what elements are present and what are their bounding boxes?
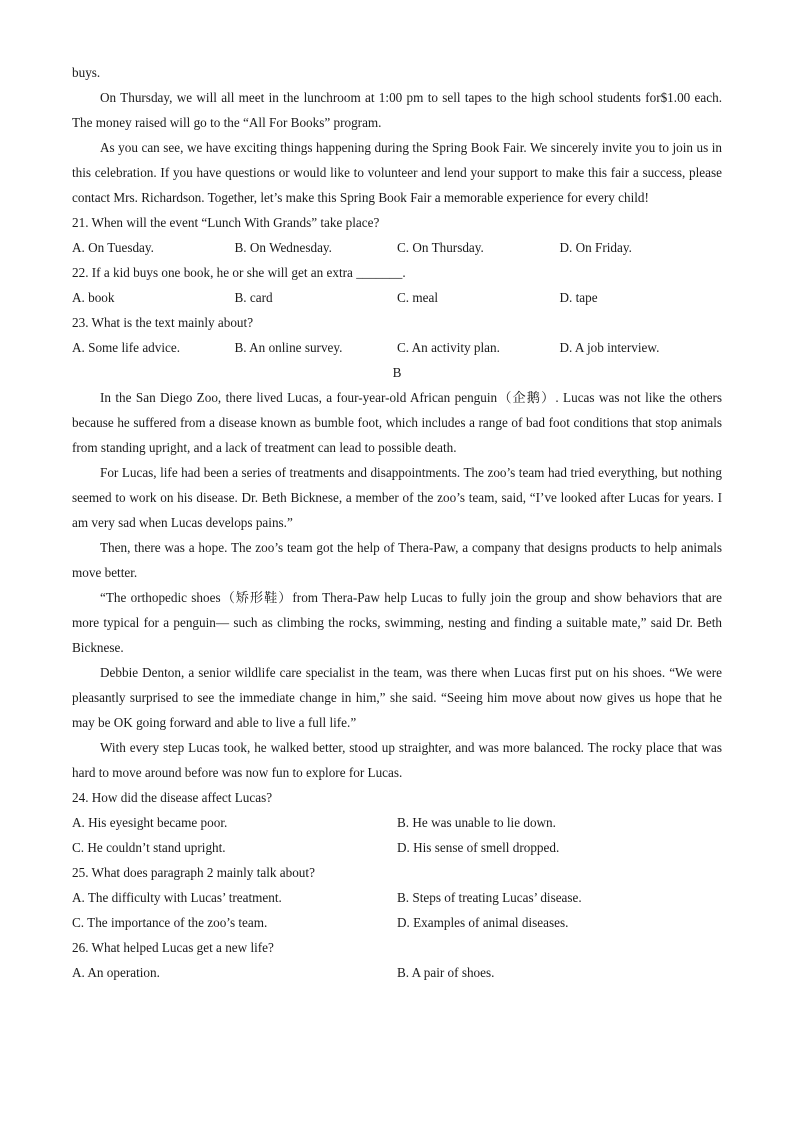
section-heading: B — [392, 365, 402, 380]
option-row — [72, 835, 722, 860]
option-row — [72, 960, 722, 985]
passage-b-paragraph: For Lucas, life had been a series of treatments and disappointments. The zoo’s team had tried everything, but nothing seemed to work on his disease. Dr. Beth Bicknese, a member of the zoo’s team, said, “I’ve looked after Lucas for years. I am very sad when Lucas develops pains.” — [72, 465, 722, 530]
question-stem: 21. When will the event “Lunch With Grands” take place? — [72, 215, 380, 230]
option-row — [72, 885, 722, 910]
option: A. An operation. — [72, 965, 160, 980]
option: B. card — [234, 290, 273, 305]
question-stem: 24. How did the disease affect Lucas? — [72, 790, 273, 805]
option: A. Some life advice. — [72, 340, 181, 355]
option: C. He couldn’t stand upright. — [72, 840, 226, 855]
option: A. His eyesight became poor. — [72, 815, 228, 830]
question-stem: 25. What does paragraph 2 mainly talk about? — [72, 865, 315, 880]
option: D. His sense of smell dropped. — [397, 840, 560, 855]
option: B. A pair of shoes. — [397, 965, 495, 980]
option: B. Steps of treating Lucas’ disease. — [397, 890, 582, 905]
option: C. The importance of the zoo’s team. — [72, 915, 268, 930]
option: A. On Tuesday. — [72, 240, 154, 255]
passage-b-paragraph: Then, there was a hope. The zoo’s team got the help of Thera-Paw, a company that designs products to help animals move better. — [72, 540, 722, 580]
passage-b-paragraph: Debbie Denton, a senior wildlife care specialist in the team, was there when Lucas first put on his shoes. “We were pleasantly surprised to see the immediate change in him,” she said. “Seeing him move about now gives us hope that he may be OK going forward and able to live a full life.” — [72, 665, 722, 730]
passage-b-paragraph: In the San Diego Zoo, there lived Lucas, a four-year-old African penguin（企鹅）. Lucas was not like the others because he suffered from a disease known as bumble foot, which includes a range of bad foot conditions that stop animals from standing upright, and a lack of treatment can lead to possible death. — [72, 390, 722, 455]
option: C. meal — [397, 290, 439, 305]
option: D. On Friday. — [559, 240, 632, 255]
exam-page — [72, 60, 722, 985]
passage-b-paragraph: “The orthopedic shoes（矫形鞋）from Thera-Paw help Lucas to fully join the group and show behaviors that are more typical for a penguin— such as climbing the rocks, swimming, nesting and finding a suitable mate,” said Dr. Beth Bicknese. — [72, 590, 722, 655]
question-stem: 22. If a kid buys one book, he or she will get an extra _______. — [72, 265, 406, 280]
option: B. An online survey. — [234, 340, 343, 355]
option-row — [72, 810, 722, 835]
option: D. A job interview. — [559, 340, 660, 355]
option: D. tape — [559, 290, 598, 305]
option-row — [72, 285, 722, 310]
option: A. book — [72, 290, 115, 305]
option: C. On Thursday. — [397, 240, 484, 255]
passage-a-paragraph: On Thursday, we will all meet in the lunchroom at 1:00 pm to sell tapes to the high school students for$1.00 each. The money raised will go to the “All For Books” program. — [72, 90, 722, 130]
option: B. On Wednesday. — [234, 240, 332, 255]
question-stem: 26. What helped Lucas get a new life? — [72, 940, 274, 955]
question-stem: 23. What is the text mainly about? — [72, 315, 254, 330]
passage-a-paragraph: As you can see, we have exciting things happening during the Spring Book Fair. We sincerely invite you to join us in this celebration. If you have questions or would like to volunteer and lend your support to make this fair a success, please contact Mrs. Richardson. Together, let’s make this Spring Book Fair a memorable experience for every child! — [72, 140, 722, 205]
option: D. Examples of animal diseases. — [397, 915, 569, 930]
option-row — [72, 235, 722, 260]
option-row — [72, 335, 722, 360]
passage-b-paragraph: With every step Lucas took, he walked better, stood up straighter, and was more balanced. The rocky place that was hard to move around before was now fun to explore for Lucas. — [72, 740, 722, 780]
option: A. The difficulty with Lucas’ treatment. — [72, 890, 282, 905]
passage-a-fragment: buys. — [72, 65, 101, 80]
option: C. An activity plan. — [397, 340, 500, 355]
option-row — [72, 910, 722, 935]
option: B. He was unable to lie down. — [397, 815, 556, 830]
